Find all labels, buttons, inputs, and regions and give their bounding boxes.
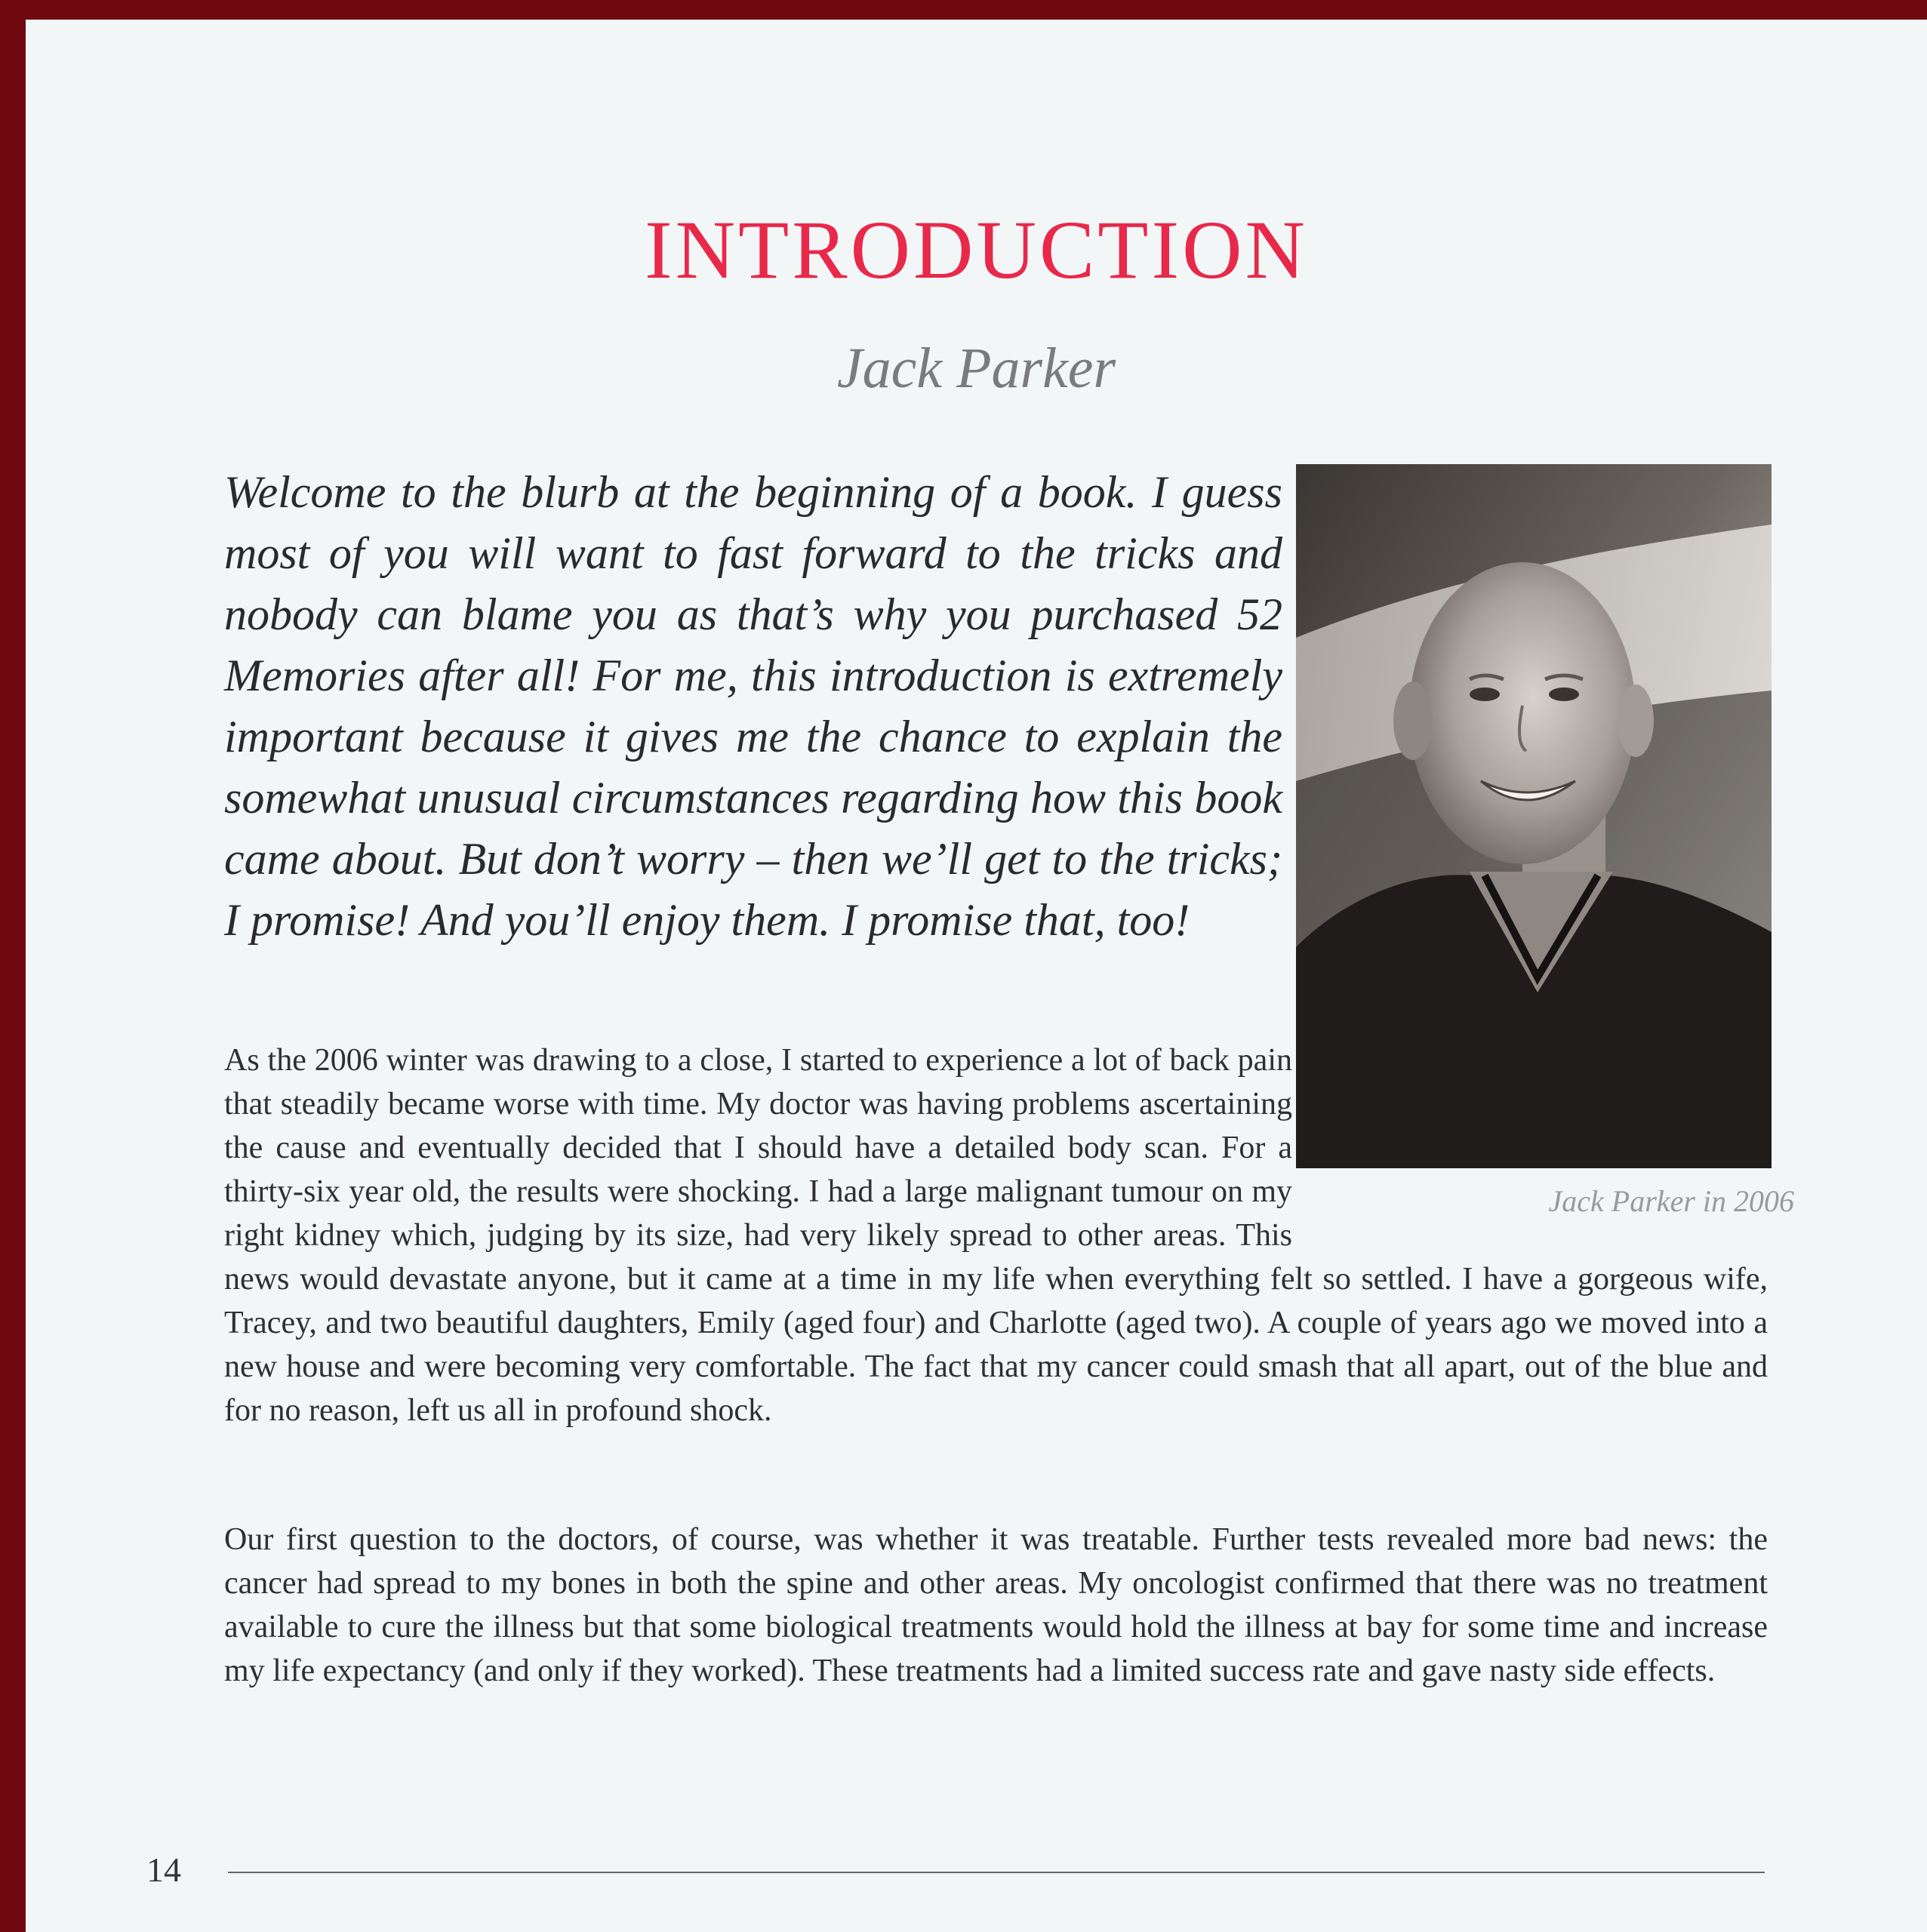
book-page (26, 20, 1927, 1932)
footer-rule (228, 1872, 1765, 1873)
body-paragraph-2: Our first question to the doctors, of course, was whether it was treatable. Further tests revealed more bad news: the cancer had spread to my bones in both the spine and other areas. My oncologist confirmed that there was no treatment available to cure the illness but that some biological treatments would hold the illness at bay for some time and increase my life expectancy (and only if they worked). These treatments had a limited success rate and gave nasty side effects. (224, 1522, 1768, 1688)
body-paragraph-1 (224, 1038, 1768, 1432)
body-paragraph-1-text: As the 2006 winter was drawing to a close, I started to experience a lot of back pain that steadily became worse with time. My doctor was having problems ascertaining the cause and eventually decided that I should have a detailed body scan. For a thirty-six year old, the results were shocking. I had a large malignant tumour on my right kidney which, judging by its size, had very likely spread to other areas. This news would devastate anyone, but it came at a time in my life when everything felt so settled. I have a gorgeous wife, Tracey, and two beautiful daughters, Emily (aged four) and Charlotte (aged two). A couple of years ago we moved into a new house and were becoming very comfortable. The fact that my cancer could smash that all apart, out of the blue and for no reason, left us all in profound shock. (224, 1043, 1768, 1428)
chapter-title-text: INTRODUCTION (644, 204, 1308, 296)
photo-caption: Jack Parker in 2006 (1548, 1184, 1794, 1218)
chapter-title (26, 193, 1927, 306)
intro-paragraph: Welcome to the blurb at the beginning of a book. I guess most of you will want to fast forward to the tricks and nobody can blame you as that’s why you purchased 52 Memories after all! For me, this introduction is extremely important because it gives me the chance to explain the somewhat unusual circumstances regarding how this book came about. But don’t worry – then we’ll get to the tricks; I promise! And you’ll enjoy them. I promise that, too! (224, 467, 1282, 945)
page-number: 14 (146, 1850, 181, 1889)
photo-wrap-spacer (1292, 1038, 1768, 1232)
chapter-author: Jack Parker (836, 337, 1116, 400)
